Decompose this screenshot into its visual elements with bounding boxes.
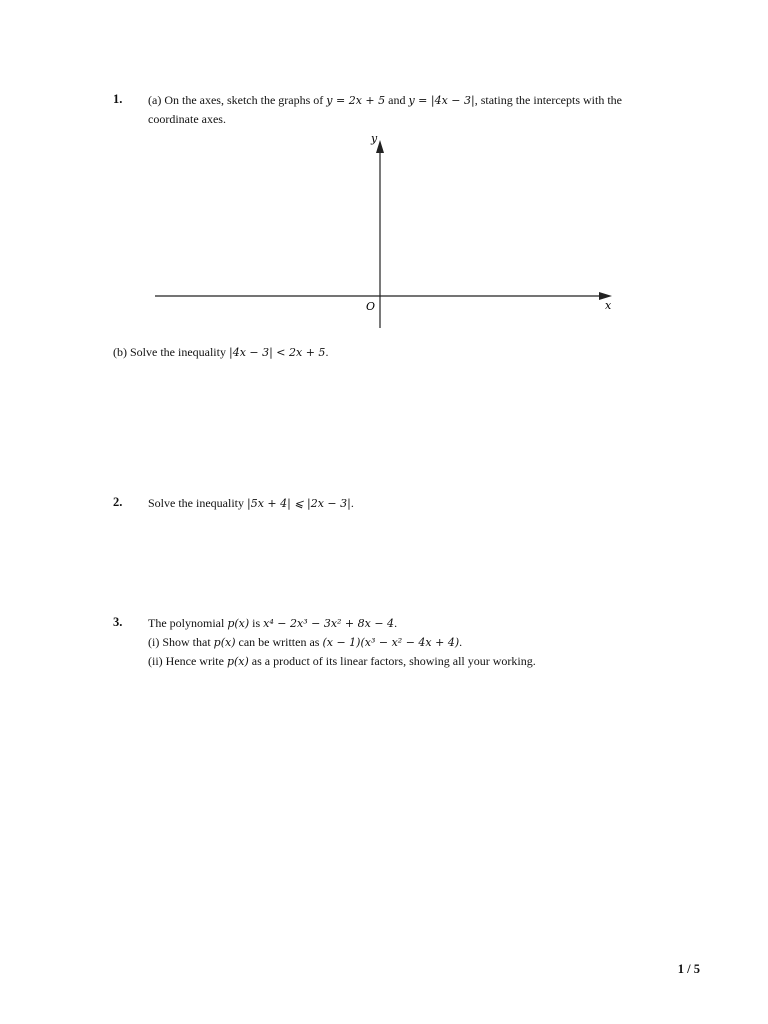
q1b-suffix: . xyxy=(325,345,329,359)
q3-line2-prefix: (i) Show that xyxy=(148,635,211,649)
q1a-equation-1: y = 2x + 5 xyxy=(326,94,386,107)
q1a-equation-2: y = |4x − 3| xyxy=(408,94,475,107)
y-axis-label: y xyxy=(371,132,378,145)
question-2-text xyxy=(148,494,354,513)
q1a-suffix: , stating the intercepts with the xyxy=(474,93,623,107)
coordinate-axes xyxy=(150,130,620,335)
question-1-number: 1. xyxy=(113,92,123,106)
q3-line3-prefix: (ii) Hence write xyxy=(148,654,224,668)
q3-line2-suffix: . xyxy=(459,635,463,649)
q3-line3-suffix: as a product of its linear factors, showing all your working. xyxy=(251,654,536,668)
question-1b-text xyxy=(113,345,328,360)
q3-line1-prefix: The polynomial xyxy=(148,616,225,630)
question-1a-text xyxy=(148,91,622,128)
q3-line2-function: p(x) xyxy=(213,636,236,649)
q1a-line-2: coordinate axes. xyxy=(148,112,226,126)
q1a-prefix: (a) On the axes, sketch the graphs of xyxy=(148,93,324,107)
q1b-inequality: |4x − 3| < 2x + 5 xyxy=(228,346,326,359)
q3-factored-form: (x − 1)(x³ − x² − 4x + 4) xyxy=(322,636,460,649)
question-3-number: 3. xyxy=(113,615,123,629)
q2-inequality: |5x + 4| ⩽ |2x − 3| xyxy=(246,497,351,510)
origin-label: O xyxy=(366,300,376,313)
q1b-prefix: (b) Solve the inequality xyxy=(113,345,226,359)
question-3-text xyxy=(148,614,536,671)
q3-line1-suffix: . xyxy=(394,616,398,630)
question-2-number: 2. xyxy=(113,495,123,509)
q2-prefix: Solve the inequality xyxy=(148,496,244,510)
q3-line1-is: is xyxy=(252,616,261,630)
x-axis-label: x xyxy=(605,299,612,312)
q3-line2-mid: can be written as xyxy=(238,635,320,649)
q2-suffix: . xyxy=(350,496,354,510)
page-number: 1 / 5 xyxy=(677,962,700,976)
q3-line1-function: p(x) xyxy=(227,617,250,630)
q1a-and: and xyxy=(388,93,406,107)
q3-polynomial: x⁴ − 2x³ − 3x² + 8x − 4 xyxy=(263,617,395,630)
q3-line3-function: p(x) xyxy=(226,655,249,668)
